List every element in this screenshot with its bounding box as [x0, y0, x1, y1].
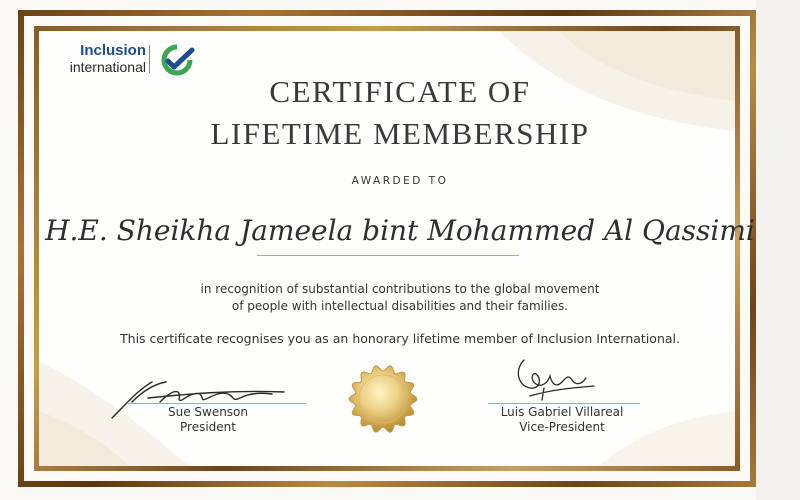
- logo-text-line1: Inclusion: [80, 42, 146, 59]
- inclusion-international-logo: [56, 42, 206, 78]
- vice-president-name: Luis Gabriel Villareal: [500, 405, 624, 419]
- recipient-underline: [257, 255, 519, 256]
- certificate-title-line1: CERTIFICATE OF: [269, 74, 531, 109]
- membership-statement: This certificate recognises you as an honorary lifetime member of Inclusion International.: [120, 331, 680, 346]
- recipient-name: H.E. Sheikha Jameela bint Mohammed Al Qassimi: [45, 214, 755, 247]
- logo-text-line2: international: [69, 59, 146, 75]
- recognition-text-line2: of people with intellectual disabilities and their families.: [231, 299, 569, 313]
- awarded-to-label: AWARDED TO: [351, 175, 449, 187]
- president-role: President: [180, 420, 236, 434]
- logo-mark-icon: [157, 44, 197, 76]
- vice-president-signature: [510, 352, 610, 404]
- recognition-text-line1: in recognition of substantial contributions to the global movement: [200, 282, 600, 296]
- president-name: Sue Swenson: [167, 405, 249, 419]
- vice-president-signature-line: [488, 403, 640, 404]
- logo-divider: [149, 45, 150, 73]
- gold-seal-icon: [346, 362, 420, 436]
- president-signature-line: [128, 403, 306, 404]
- certificate-title-line2: LIFETIME MEMBERSHIP: [210, 116, 590, 151]
- vice-president-role: Vice-President: [519, 420, 605, 434]
